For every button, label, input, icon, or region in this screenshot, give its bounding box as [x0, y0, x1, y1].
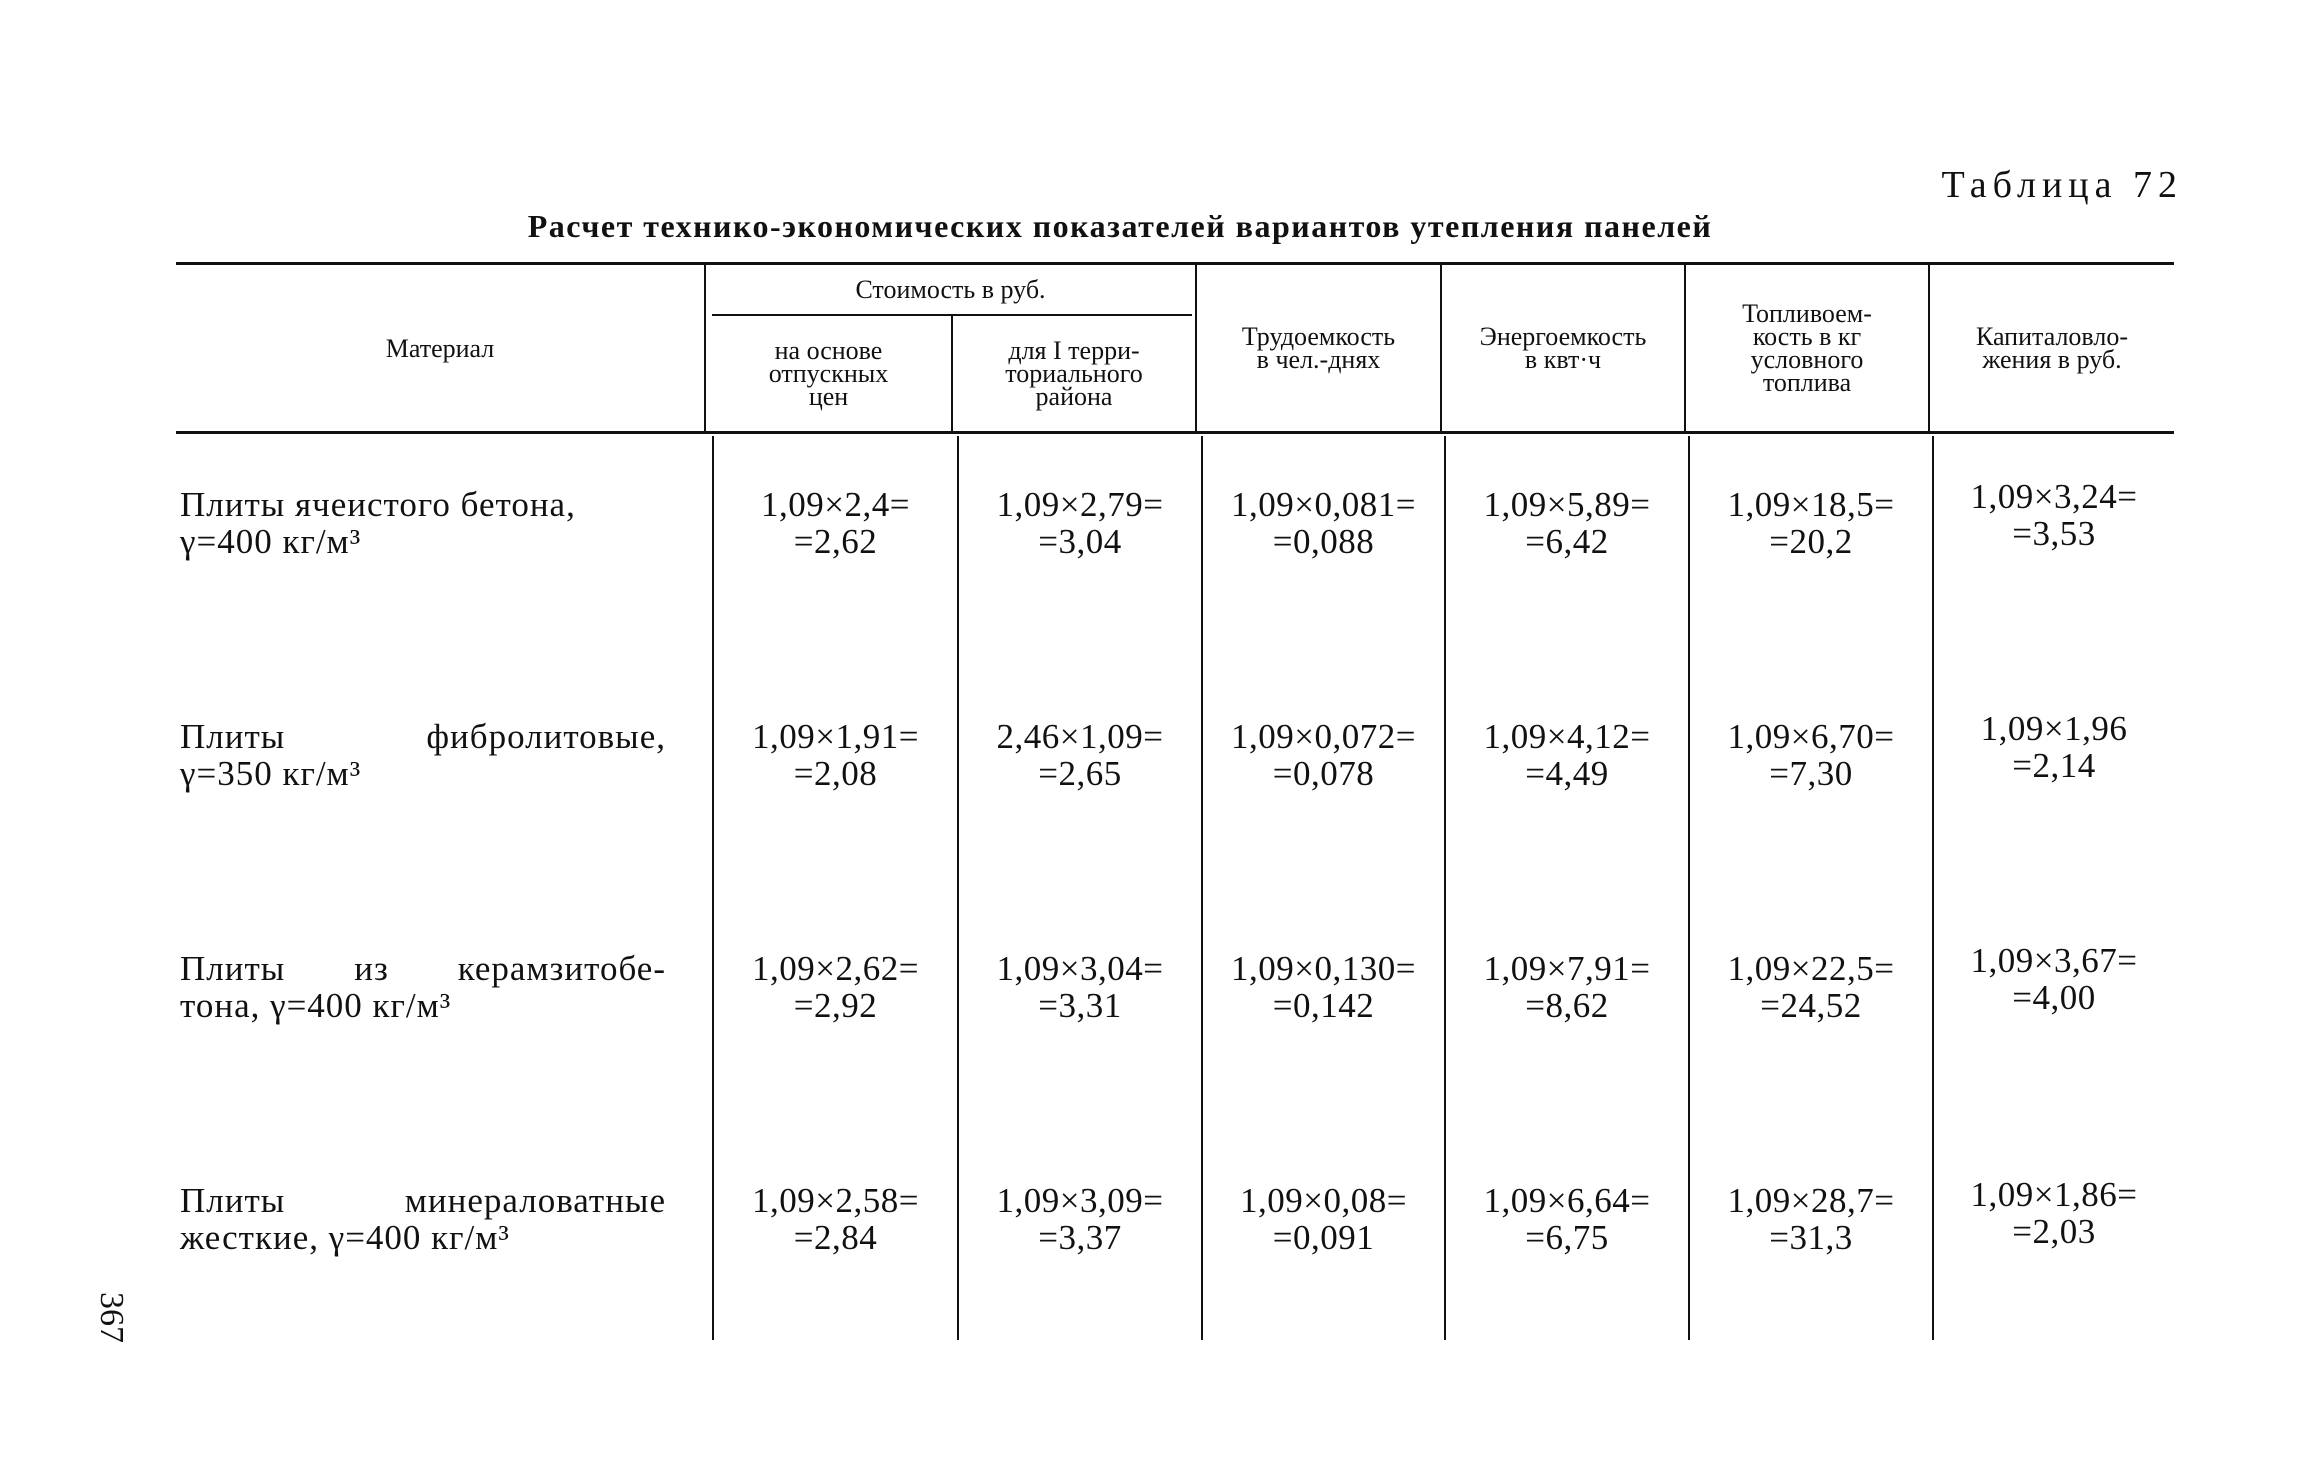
- header-rule: [176, 431, 2174, 434]
- cell-cost-region: 1,09×2,79= =3,04: [996, 485, 1164, 561]
- cell-labor: 1,09×0,08= =0,091: [1240, 1181, 1407, 1257]
- cell-labor: 1,09×0,130= =0,142: [1231, 949, 1416, 1025]
- cell-cost-base: 1,09×2,58= =2,84: [752, 1181, 919, 1257]
- cell-cost-region: 1,09×3,09= =3,37: [996, 1181, 1164, 1257]
- cell-capital: 1,09×3,67= =4,00: [1970, 941, 2138, 1017]
- header-cost-group: Стоимость в руб.: [855, 275, 1046, 304]
- cell-cost-region: 2,46×1,09= =2,65: [996, 717, 1164, 793]
- cell-cost-base: 1,09×1,91= =2,08: [752, 717, 919, 793]
- cell-fuel: 1,09×28,7= =31,3: [1727, 1181, 1895, 1257]
- cell-energy: 1,09×4,12= =4,49: [1483, 717, 1651, 793]
- cell-capital: 1,09×1,96 =2,14: [1980, 709, 2128, 785]
- header-capital: Капиталовло- жения в руб.: [1975, 322, 2128, 374]
- cell-cost-region: 1,09×3,04= =3,31: [996, 949, 1164, 1025]
- cell-labor: 1,09×0,072= =0,078: [1231, 717, 1416, 793]
- cell-energy: 1,09×5,89= =6,42: [1483, 485, 1651, 561]
- cell-fuel: 1,09×22,5= =24,52: [1727, 949, 1895, 1025]
- cell-energy: 1,09×7,91= =8,62: [1483, 949, 1651, 1025]
- cell-fuel: 1,09×18,5= =20,2: [1727, 485, 1895, 561]
- cell-energy: 1,09×6,64= =6,75: [1483, 1181, 1651, 1257]
- cell-fuel: 1,09×6,70= =7,30: [1727, 717, 1895, 793]
- cell-cost-base: 1,09×2,62= =2,92: [752, 949, 919, 1025]
- cell-capital: 1,09×1,86= =2,03: [1970, 1175, 2138, 1251]
- header-fuel: Топливоем- кость в кг условного топлива: [1742, 299, 1872, 397]
- header-material: Материал: [385, 333, 495, 363]
- header-labor: Трудоемкость в чел.-днях: [1241, 322, 1396, 374]
- cell-capital: 1,09×3,24= =3,53: [1970, 477, 2138, 553]
- table-number: Таблица 72: [1941, 164, 2183, 206]
- header-energy: Энергоемкость в квт·ч: [1479, 322, 1647, 374]
- page-number: 367: [93, 1292, 130, 1343]
- cell-cost-base: 1,09×2,4= =2,62: [761, 485, 910, 561]
- row-material: Плиты минераловатные жесткие, γ=400 кг/м³: [180, 1181, 666, 1257]
- header-cost-base: на основе отпускных цен: [768, 336, 889, 411]
- header-cost-region: для I терри- ториального района: [1005, 336, 1143, 411]
- row-material: Плиты ячеистого бетона, γ=400 кг/м³: [180, 485, 576, 561]
- row-material: Плиты фибролитовые, γ=350 кг/м³: [180, 717, 666, 793]
- table-title: Расчет технико-экономических показателей вариантов утепления панелей: [527, 208, 1713, 244]
- row-material: Плиты из керамзитобе- тона, γ=400 кг/м³: [180, 949, 666, 1025]
- cell-labor: 1,09×0,081= =0,088: [1231, 485, 1416, 561]
